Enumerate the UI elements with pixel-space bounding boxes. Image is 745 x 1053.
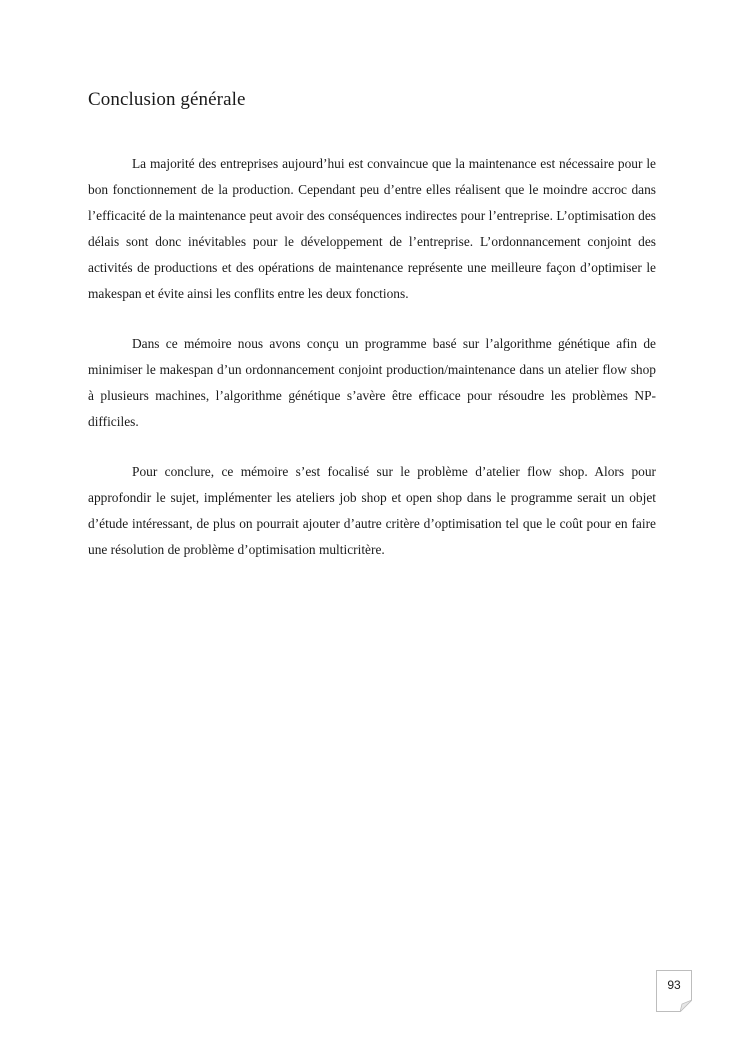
- page-number-box: [656, 970, 692, 1012]
- body-text: [88, 151, 656, 587]
- paragraph-1: La majorité des entreprises aujourd’hui est convaincue que la maintenance est nécessaire pour le bon fonctionnement de la production. Cependant peu d’entre elles réalisent que le moindre accroc dans l’efficacité de la maintenance peut avoir des conséquences indirectes pour l’entreprise. L’optimisation des délais sont donc inévitables pour le développement de l’entreprise. L’ordonnancement conjoint des activités de productions et des opérations de maintenance représente une meilleure façon d’optimiser le makespan et évite ainsi les conflits entre les deux fonctions.: [88, 156, 656, 301]
- paragraph-2: Dans ce mémoire nous avons conçu un programme basé sur l’algorithme génétique afin de minimiser le makespan d’un ordonnancement conjoint production/maintenance dans un atelier flow shop à plusieurs machines, l’algorithme génétique s’avère être efficace pour résoudre les problèmes NP-difficiles.: [88, 336, 656, 429]
- paragraph-3: Pour conclure, ce mémoire s’est focalisé sur le problème d’atelier flow shop. Alors pour approfondir le sujet, implémenter les ateliers job shop et open shop dans le programme serait un objet d’étude intéressant, de plus on pourrait ajouter d’autre critère d’optimisation tel que le coût pour en faire une résolution de problème d’optimisation multicritère.: [88, 464, 656, 557]
- page-curl-icon: [680, 1000, 692, 1012]
- section-heading: Conclusion générale: [88, 89, 246, 110]
- page-number: 93: [667, 978, 681, 992]
